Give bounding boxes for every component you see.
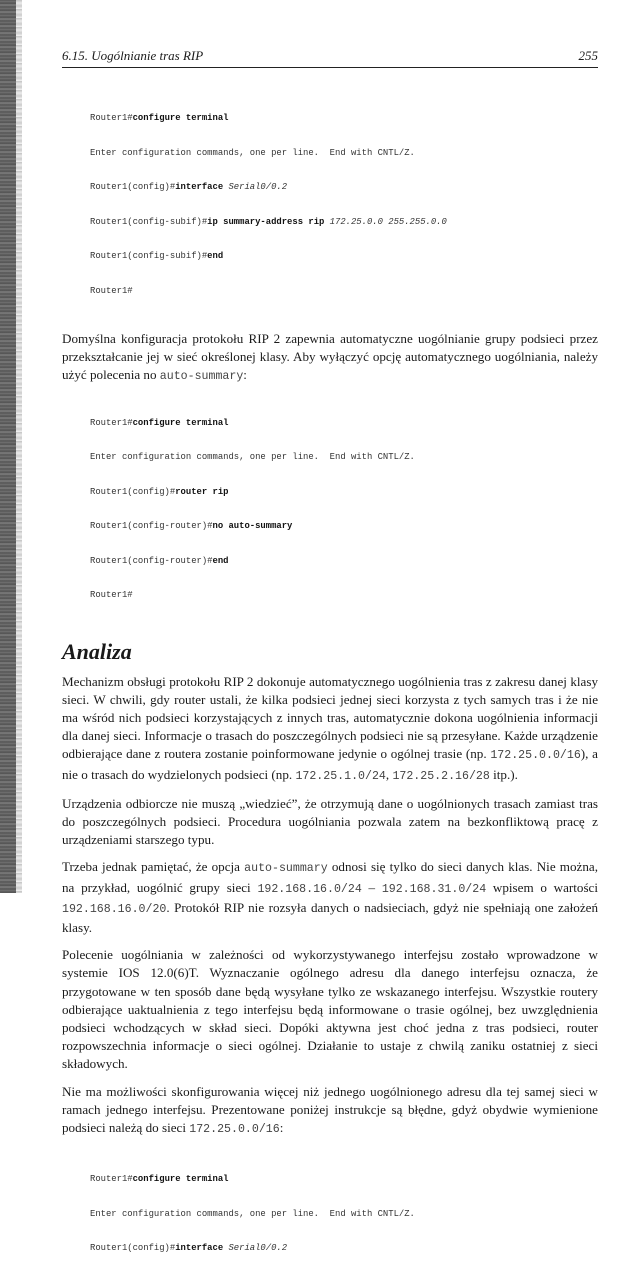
code-line: Router1(config)#router rip [90, 486, 229, 497]
code-block-1 [90, 90, 598, 320]
section-heading: Analiza [62, 638, 132, 664]
page-gutter-shadow [16, 0, 22, 893]
code-line: Router1#configure terminal [90, 1174, 229, 1185]
document-page [62, 48, 598, 1278]
code-line: Router1(config)#interface Serial0/0.2 [90, 182, 288, 192]
code-line: Router1(config-router)#end [90, 555, 229, 566]
code-line: Router1(config-subif)#end [90, 251, 224, 261]
running-header [62, 48, 598, 68]
code-line: Enter configuration commands, one per line. End with CNTL/Z. [90, 147, 415, 158]
code-line: Router1#configure terminal [90, 113, 229, 123]
section-title: 6.15. Uogólnianie tras RIP [62, 48, 204, 63]
code-line: Enter configuration commands, one per line. End with CNTL/Z. [90, 1208, 415, 1219]
code-line: Router1(config)#interface Serial0/0.2 [90, 1243, 288, 1254]
code-line: Router1#configure terminal [90, 417, 229, 428]
paragraph-5: Polecenie uogólniania w zależności od wykorzystywanego interfejsu zostało wprowadzone w systemie IOS 12.0(6)T. Wyznaczanie ogólnego adresu dla danego interfejsu oznacza, że przygotowane w ten sposób dane będą wysyłane tylko ze wskazanego interfejsu. Wszystkie routery odbierające uaktualnienia z tego interfejsu będą informowane o trasie ogólnej, bez uwzględnienia podsieci wchodzących w skład sieci. Dopóki aktywna jest choć jedna z tras podsieci, router rozpowszechnia informacje o sieci ogólnej. Działanie to ustaje z chwilą zaniku ostatniej z sieci składowych. [62, 947, 598, 1072]
code-block-2 [90, 395, 598, 625]
book-binding-edge [0, 0, 16, 893]
code-block-3 [90, 1151, 598, 1278]
code-line: Router1# [90, 285, 133, 296]
paragraph-4: Trzeba jednak pamiętać, że opcja auto-summary odnosi się tylko do sieci danych klas. Nie można, na przykład, uogólnić grupy sieci 192.168.16.0/24 – 192.168.31.0/24 wpisem o wartości 192.168.16.0/20. Protokół RIP nie rozsyła danych o nadsieciach, gdyż nie spełniają one założeń klasy. [62, 859, 598, 936]
code-line: Enter configuration commands, one per line. End with CNTL/Z. [90, 452, 415, 463]
code-line: Router1(config-subif)#ip summary-address rip 172.25.0.0 255.255.0.0 [90, 216, 447, 227]
code-line: Router1# [90, 590, 133, 601]
page-number: 255 [578, 48, 598, 63]
paragraph-6: Nie ma możliwości skonfigurowania więcej niż jednego uogólnionego adresu dla tej samej sieci w ramach jednego interfejsu. Prezentowane poniżej instrukcje są błędne, gdyż obydwie wymienione podsieci należą do sieci 172.25.0.0/16: [62, 1083, 598, 1137]
paragraph-1: Domyślna konfiguracja protokołu RIP 2 zapewnia automatyczne uogólnianie grupy podsieci przez przekształcanie jej w sieć określonej klasy. Aby wyłączyć opcję automatycznego uogólniania, należy użyć polecenia no auto-summary: [62, 331, 598, 384]
paragraph-3: Urządzenia odbiorcze nie muszą „wiedzieć”, że otrzymują dane o uogólnionych trasach zamiast tras do poszczególnych podsieci. Procedura uogólniania pozwala zatem na bezkonfliktową pracę z urządzeniami starszego typu. [62, 795, 598, 848]
paragraph-2: Mechanizm obsługi protokołu RIP 2 dokonuje automatycznego uogólnienia tras z zakresu danej klasy sieci. W chwili, gdy router ustali, że kilka podsieci jednej sieci korzysta z tych samych tras i że nie ma wśród nich podsieci korzystających z innych tras, automatycznie dokona uogólnienia informacji dla danej sieci. Informacje o trasach do poszczególnych podsieci nie są przesyłane. Każde urządzenie odbierające dane z routera zostanie poinformowane jedynie o ogólnej trasie (np. 172.25.0.0/16), a nie o trasach do wydzielonych podsieci (np. 172.25.1.0/24, 172.25.2.16/28 itp.). [62, 673, 598, 783]
code-line: Router1(config-router)#no auto-summary [90, 521, 293, 532]
